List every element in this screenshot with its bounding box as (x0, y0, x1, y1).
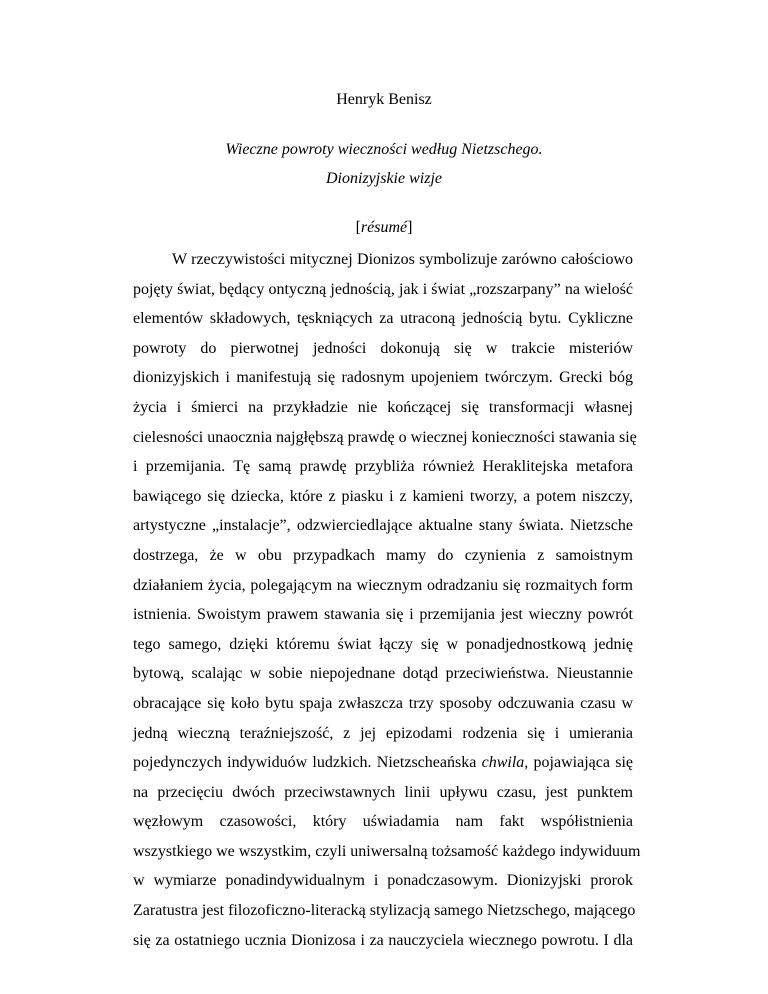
title-line-1: Wieczne powroty wieczności według Nietzschego. (225, 141, 543, 158)
abstract-paragraph (133, 245, 641, 955)
author-name: Henryk Benisz (336, 91, 432, 108)
paragraph-line (133, 748, 633, 778)
paragraph-line: dostrzega, że w obu przypadkach mamy do czynienia z samoistnym (133, 546, 633, 564)
paragraph-line: dionizyjskich i manifestują się radosnym upojeniem twórczym. Grecki bóg (133, 369, 633, 387)
paragraph-text: pojedynczych indywiduów ludzkich. Nietzscheańska (133, 754, 482, 772)
paragraph-line: i przemijania. Tę samą prawdę przybliża również Heraklitejska metafora (133, 458, 633, 476)
emphasized-word: chwila (481, 754, 525, 772)
paragraph-line: cielesności unaocznia najgłębszą prawdę o wiecznej konieczności stawania się (133, 428, 637, 446)
paragraph-line: bytową, scalając w sobie niepojednane dotąd przeciwieństwa. Nieustannie (133, 665, 633, 683)
resume-label (0, 218, 768, 238)
paragraph-line: elementów składowych, tęskniących za utraconą jednością bytu. Cykliczne (133, 310, 633, 328)
paragraph-line: tego samego, dzięki któremu świat łączy się w ponadjednostkową jednię (133, 635, 633, 653)
paragraph-line: Zaratustra jest filozoficzno-literacką stylizacją samego Nietzschego, mającego (133, 902, 636, 920)
paragraph-line: bawiącego się dziecka, które z piasku i z kamieni tworzy, a potem niszczy, (133, 487, 633, 505)
paragraph-line: obracające się koło bytu spaja zwłaszcza trzy sposoby odczuwania czasu w (133, 694, 633, 712)
resume-bracket-close: ] (407, 219, 413, 236)
paragraph-line: życia i śmierci na przykładzie nie kończącej się transformacji własnej (133, 398, 633, 416)
paragraph-line: istnienia. Swoistym prawem stawania się i przemijania jest wieczny powrót (133, 606, 633, 624)
paragraph-line: węzłowym czasowości, który uświadamia nam fakt współistnienia (133, 813, 633, 831)
paragraph-line: powroty do pierwotnej jedności dokonują się w trakcie misteriów (133, 339, 633, 357)
paragraph-line: w wymiarze ponadindywidualnym i ponadczasowym. Dionizyjski prorok (133, 872, 633, 890)
paragraph-line: jedną wieczną teraźniejszość, z jej epizodami rodzenia się i umierania (133, 724, 633, 742)
paragraph-line: wszystkiego we wszystkim, czyli uniwersalną tożsamość każdego indywiduum (133, 842, 641, 860)
paragraph-line: artystyczne „instalacje”, odzwierciedlające aktualne stany świata. Nietzsche (133, 517, 633, 535)
paragraph-line: W rzeczywistości mitycznej Dionizos symbolizuje zarówno całościowo (172, 251, 633, 268)
paragraph-line: pojęty świat, będący ontyczną jednością, jak i świat „rozszarpany” na wielość (133, 280, 633, 298)
title-line-2: Dionizyjskie wizje (326, 170, 442, 187)
paragraph-line: na przecięciu dwóch przeciwstawnych linii upływu czasu, jest punktem (133, 783, 633, 801)
paragraph-line: się za ostatniego ucznia Dionizosa i za nauczyciela wiecznego powrotu. I dla (133, 931, 633, 949)
resume-word: résumé (360, 219, 408, 236)
resume-bracket-open: [ (355, 219, 361, 236)
paragraph-text: , pojawiająca się (524, 754, 634, 772)
paragraph-line: działaniem życia, polegającym na wiecznym odradzaniu się rozmaitych form (133, 576, 633, 594)
